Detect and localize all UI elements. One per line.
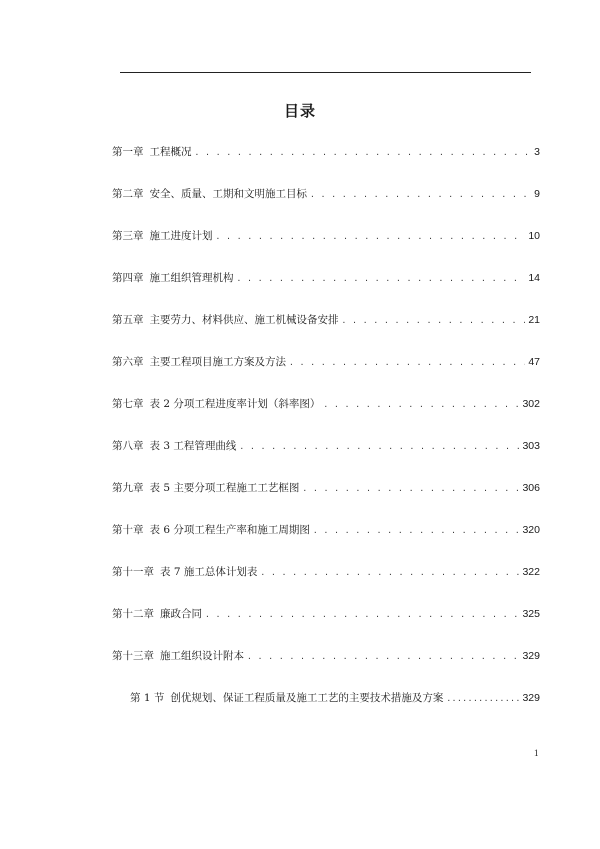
toc-page-number: 320 [522,524,540,536]
toc-entry[interactable] [112,564,540,580]
toc-chapter-number: 第八章 [112,440,144,452]
toc-page-number: 302 [522,398,540,410]
toc-page-number: 3 [534,146,540,158]
toc-page-number: 303 [522,440,540,452]
toc-entry-label: 主要劳力、材料供应、施工机械设备安排 [149,314,339,326]
toc-entry[interactable] [112,312,540,328]
toc-entry-label: 创优规划、保证工程质量及施工工艺的主要技术措施及方案 [170,692,444,704]
toc-dot-leader [342,313,526,329]
toc-dot-leader [289,355,525,371]
toc-entry-label: 施工组织管理机构 [149,272,234,284]
toc-subentry[interactable] [130,690,540,706]
toc-entry[interactable] [112,270,540,286]
toc-page-number: 10 [528,230,540,242]
toc-entry-label: 表 2 分项工程进度率计划（斜率图） [149,398,321,410]
toc-page-number: 329 [522,692,540,704]
toc-chapter-number: 第九章 [112,482,144,494]
toc-chapter-number: 第五章 [112,314,144,326]
toc-entry[interactable] [112,522,540,538]
toc-entry[interactable] [112,228,540,244]
toc-entry-label: 工程概况 [149,146,192,158]
toc-dot-leader [446,691,519,707]
toc-dot-leader [205,607,519,623]
toc-chapter-number: 第十一章 [112,566,154,578]
toc-dot-leader [323,397,519,413]
toc-entry[interactable] [112,606,540,622]
toc-entry[interactable] [112,648,540,664]
toc-dot-leader [302,481,519,497]
toc-page-number: 329 [522,650,540,662]
toc-entry[interactable] [112,144,540,160]
toc-entry[interactable] [112,396,540,412]
page-title: 目录 [283,102,316,120]
toc-page-number: 21 [528,314,540,326]
page-footer-number: 1 [534,748,539,758]
toc-chapter-number: 第十二章 [112,608,154,620]
toc-dot-leader [260,565,519,581]
toc-chapter-number: 第十章 [112,524,144,536]
toc-page-number: 14 [528,272,540,284]
toc-dot-leader [216,229,526,245]
toc-page-number: 322 [522,566,540,578]
toc-entry-label: 表 5 主要分项工程施工工艺框图 [149,482,300,494]
toc-page-number: 47 [528,356,540,368]
toc-dot-leader [313,523,520,539]
toc-chapter-number: 第七章 [112,398,144,410]
toc-entry-label: 表 7 施工总体计划表 [160,566,258,578]
toc-dot-leader [237,271,526,287]
toc-entry-label: 安全、质量、工期和文明施工目标 [149,188,307,200]
toc-entry-label: 表 3 工程管理曲线 [149,440,237,452]
toc-chapter-number: 第三章 [112,230,144,242]
toc-entry-label: 施工进度计划 [149,230,213,242]
toc-page-number: 306 [522,482,540,494]
toc-entry-label: 廉政合同 [160,608,202,620]
toc-chapter-number: 第六章 [112,356,144,368]
toc-entry[interactable] [112,354,540,370]
toc-page-number: 9 [534,188,540,200]
toc-chapter-number: 第一章 [112,146,144,158]
toc-entry[interactable] [112,186,540,202]
toc-dot-leader [195,145,532,161]
toc-entry[interactable] [112,438,540,454]
header-rule [120,72,531,73]
toc-chapter-number: 第二章 [112,188,144,200]
toc-dot-leader [310,187,531,203]
toc-entry-label: 施工组织设计附本 [160,650,244,662]
toc-section-number: 第 1 节 [130,692,165,704]
toc-chapter-number: 第十三章 [112,650,154,662]
toc-dot-leader [247,649,519,665]
toc-page-number: 325 [522,608,540,620]
toc-entry-label: 表 6 分项工程生产率和施工周期图 [149,524,310,536]
toc-chapter-number: 第四章 [112,272,144,284]
toc-dot-leader [239,439,519,455]
toc-entry[interactable] [112,480,540,496]
toc-entry-label: 主要工程项目施工方案及方法 [149,356,286,368]
